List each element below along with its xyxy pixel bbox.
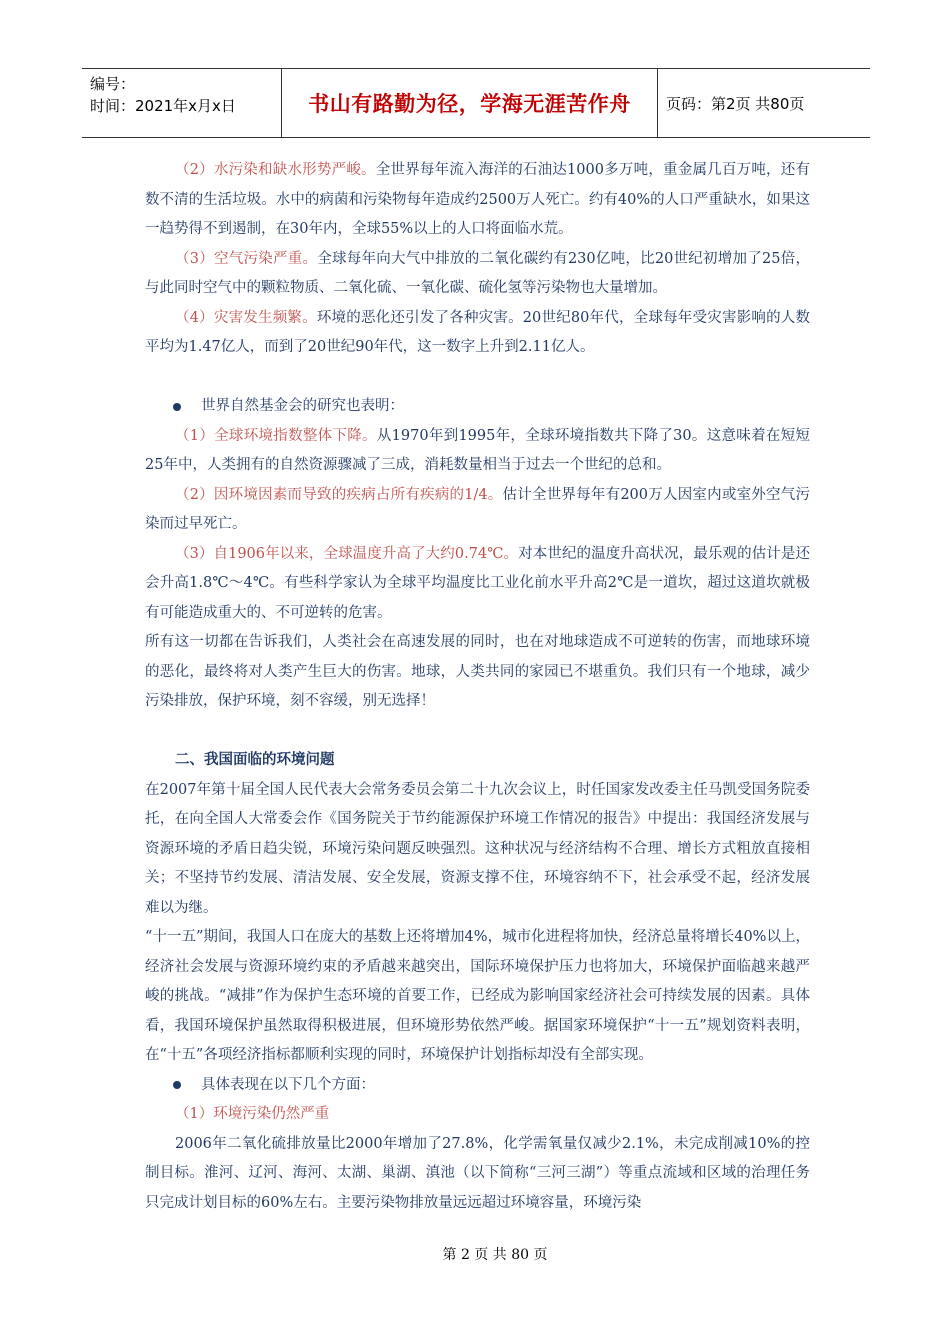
bullet-dot-icon xyxy=(173,1081,181,1089)
paragraph-temperature xyxy=(145,540,810,629)
number-label: 编号： xyxy=(90,75,136,93)
subheading-pollution-severe: （1）环境污染仍然严重 xyxy=(175,1106,330,1122)
paragraph-report: 在2007年第十届全国人民代表大会常务委员会第二十九次会议上，时任国家发改委主任马凯受国务院委托，在向全国人大常委会作《国务院关于节约能源保护环境工作情况的报告》中提出：我国经济发展与资源环境的矛盾日趋尖锐，环境污染问题反映强烈。这种状况与经济结构不合理、增长方式粗放直接相关；不坚持节约发展、清洁发展、安全发展，资源支撑不住，环境容纳不下，社会承受不起，经济发展难以为继。 xyxy=(145,781,810,916)
paragraph-text: 估计全世界每年有200万人因室内或室外空气污染而过早死亡。 xyxy=(145,486,810,532)
paragraph-disease xyxy=(145,481,810,540)
paragraph-text: 对本世纪的温度升高状况，最乐观的估计是还会升高1.8℃～4℃。有些科学家认为全球平均温度比工业化前水平升高2℃是一道坎，超过这道坎就极有可能造成重大的、不可逆转的危害。 xyxy=(145,545,811,621)
paragraph-text: 全球每年向大气中排放的二氧化碳约有230亿吨，比20世纪初增加了25倍，与此同时空气中的颗粒物质、二氧化硫、一氧化碳、硫化氢等污染物也大量增加。 xyxy=(145,250,810,296)
paragraph-air-pollution xyxy=(145,245,810,304)
header-page-label: 页码：第2页 共80页 xyxy=(666,94,805,113)
header-info-cell xyxy=(82,69,282,137)
paragraph-env-index xyxy=(145,422,810,481)
spacer xyxy=(145,363,810,393)
document-body xyxy=(145,156,810,1218)
subheading-disasters: （4）灾害发生频繁。 xyxy=(175,309,317,326)
bullet-dot-icon xyxy=(173,403,181,411)
spacer xyxy=(145,717,810,747)
bullet-text: 世界自然基金会的研究也表明： xyxy=(201,398,404,414)
bullet-item xyxy=(145,1071,810,1101)
subheading-env-index: （1）全球环境指数整体下降。 xyxy=(175,427,377,444)
paragraph-text: 环境的恶化还引发了各种灾害。20世纪80年代，全球每年受灾害影响的人数平均为1.47亿人，而到了20世纪90年代，这一数字上升到2.11亿人。 xyxy=(145,309,810,355)
subheading-disease: （2）因环境因素而导致的疾病占所有疾病的1/4。 xyxy=(175,486,503,503)
paragraph-summary: 所有这一切都在告诉我们，人类社会在高速发展的同时，也在对地球造成不可逆转的伤害，而地球环境的恶化，最终将对人类产生巨大的伤害。地球，人类共同的家园已不堪重负。我们只有一个地球，减少污染排放，保护环境，刻不容缓，别无选择！ xyxy=(145,634,810,709)
bullet-text: 具体表现在以下几个方面： xyxy=(201,1076,375,1093)
paragraph-pollution-heading xyxy=(145,1100,810,1130)
paragraph-emissions: 2006年二氧化硫排放量比2000年增加了27.8%，化学需氧量仅减少2.1%，未完成削减10%的控制目标。淮河、辽河、海河、太湖、巢湖、滇池（以下简称“三河三湖”）等重点流域和区域的治理任务只完成计划目标的60%左右。主要污染物排放量远远超过环境容量，环境污染 xyxy=(145,1135,810,1211)
paragraph-eleventh-five-year: “十一五”期间，我国人口在庞大的基数上还将增加4%，城市化进程将加快，经济总量将增长40%以上，经济社会发展与资源环境约束的矛盾越来越突出，国际环境保护压力也将加大，环境保护面临越来越严峻的挑战。“减排”作为保护生态环境的首要工作，已经成为影响国家经济社会可持续发展的因素。具体看，我国环境保护虽然取得积极进展，但环境形势依然严峻。据国家环境保护“十一五”规划资料表明，在“十五”各项经济指标都顺利实现的同时，环境保护计划指标却没有全部实现。 xyxy=(145,929,810,1063)
paragraph-text: 从1970年到1995年，全球环境指数共下降了30。这意味着在短短25年中，人类拥有的自然资源骤减了三成，消耗数量相当于过去一个世纪的总和。 xyxy=(145,427,810,473)
bullet-item xyxy=(145,392,810,422)
paragraph-text: 全世界每年流入海洋的石油达1000多万吨，重金属几百万吨，还有数不清的生活垃圾。水中的病菌和污染物每年造成约2500万人死亡。约有40%的人口严重缺水，如果这一趋势得不到遏制，在30年内，全球55%以上的人口将面临水荒。 xyxy=(145,162,810,237)
section-heading: 二、我国面临的环境问题 xyxy=(175,752,335,768)
subheading-water-pollution: （2）水污染和缺水形势严峻。 xyxy=(175,162,376,178)
paragraph-disasters xyxy=(145,304,810,363)
header-motto: 书山有路勤为径，学海无涯苦作舟 xyxy=(282,69,658,137)
time-label: 时间：2021年x月x日 xyxy=(90,97,236,115)
page-footer: 第 2 页 共 80 页 xyxy=(442,1247,548,1263)
subheading-air-pollution: （3）空气污染严重。 xyxy=(175,250,318,267)
paragraph-water-pollution xyxy=(145,156,810,245)
page-header xyxy=(82,68,870,138)
subheading-temperature: （3）自1906年以来，全球温度升高了大约0.74℃。 xyxy=(175,545,519,562)
